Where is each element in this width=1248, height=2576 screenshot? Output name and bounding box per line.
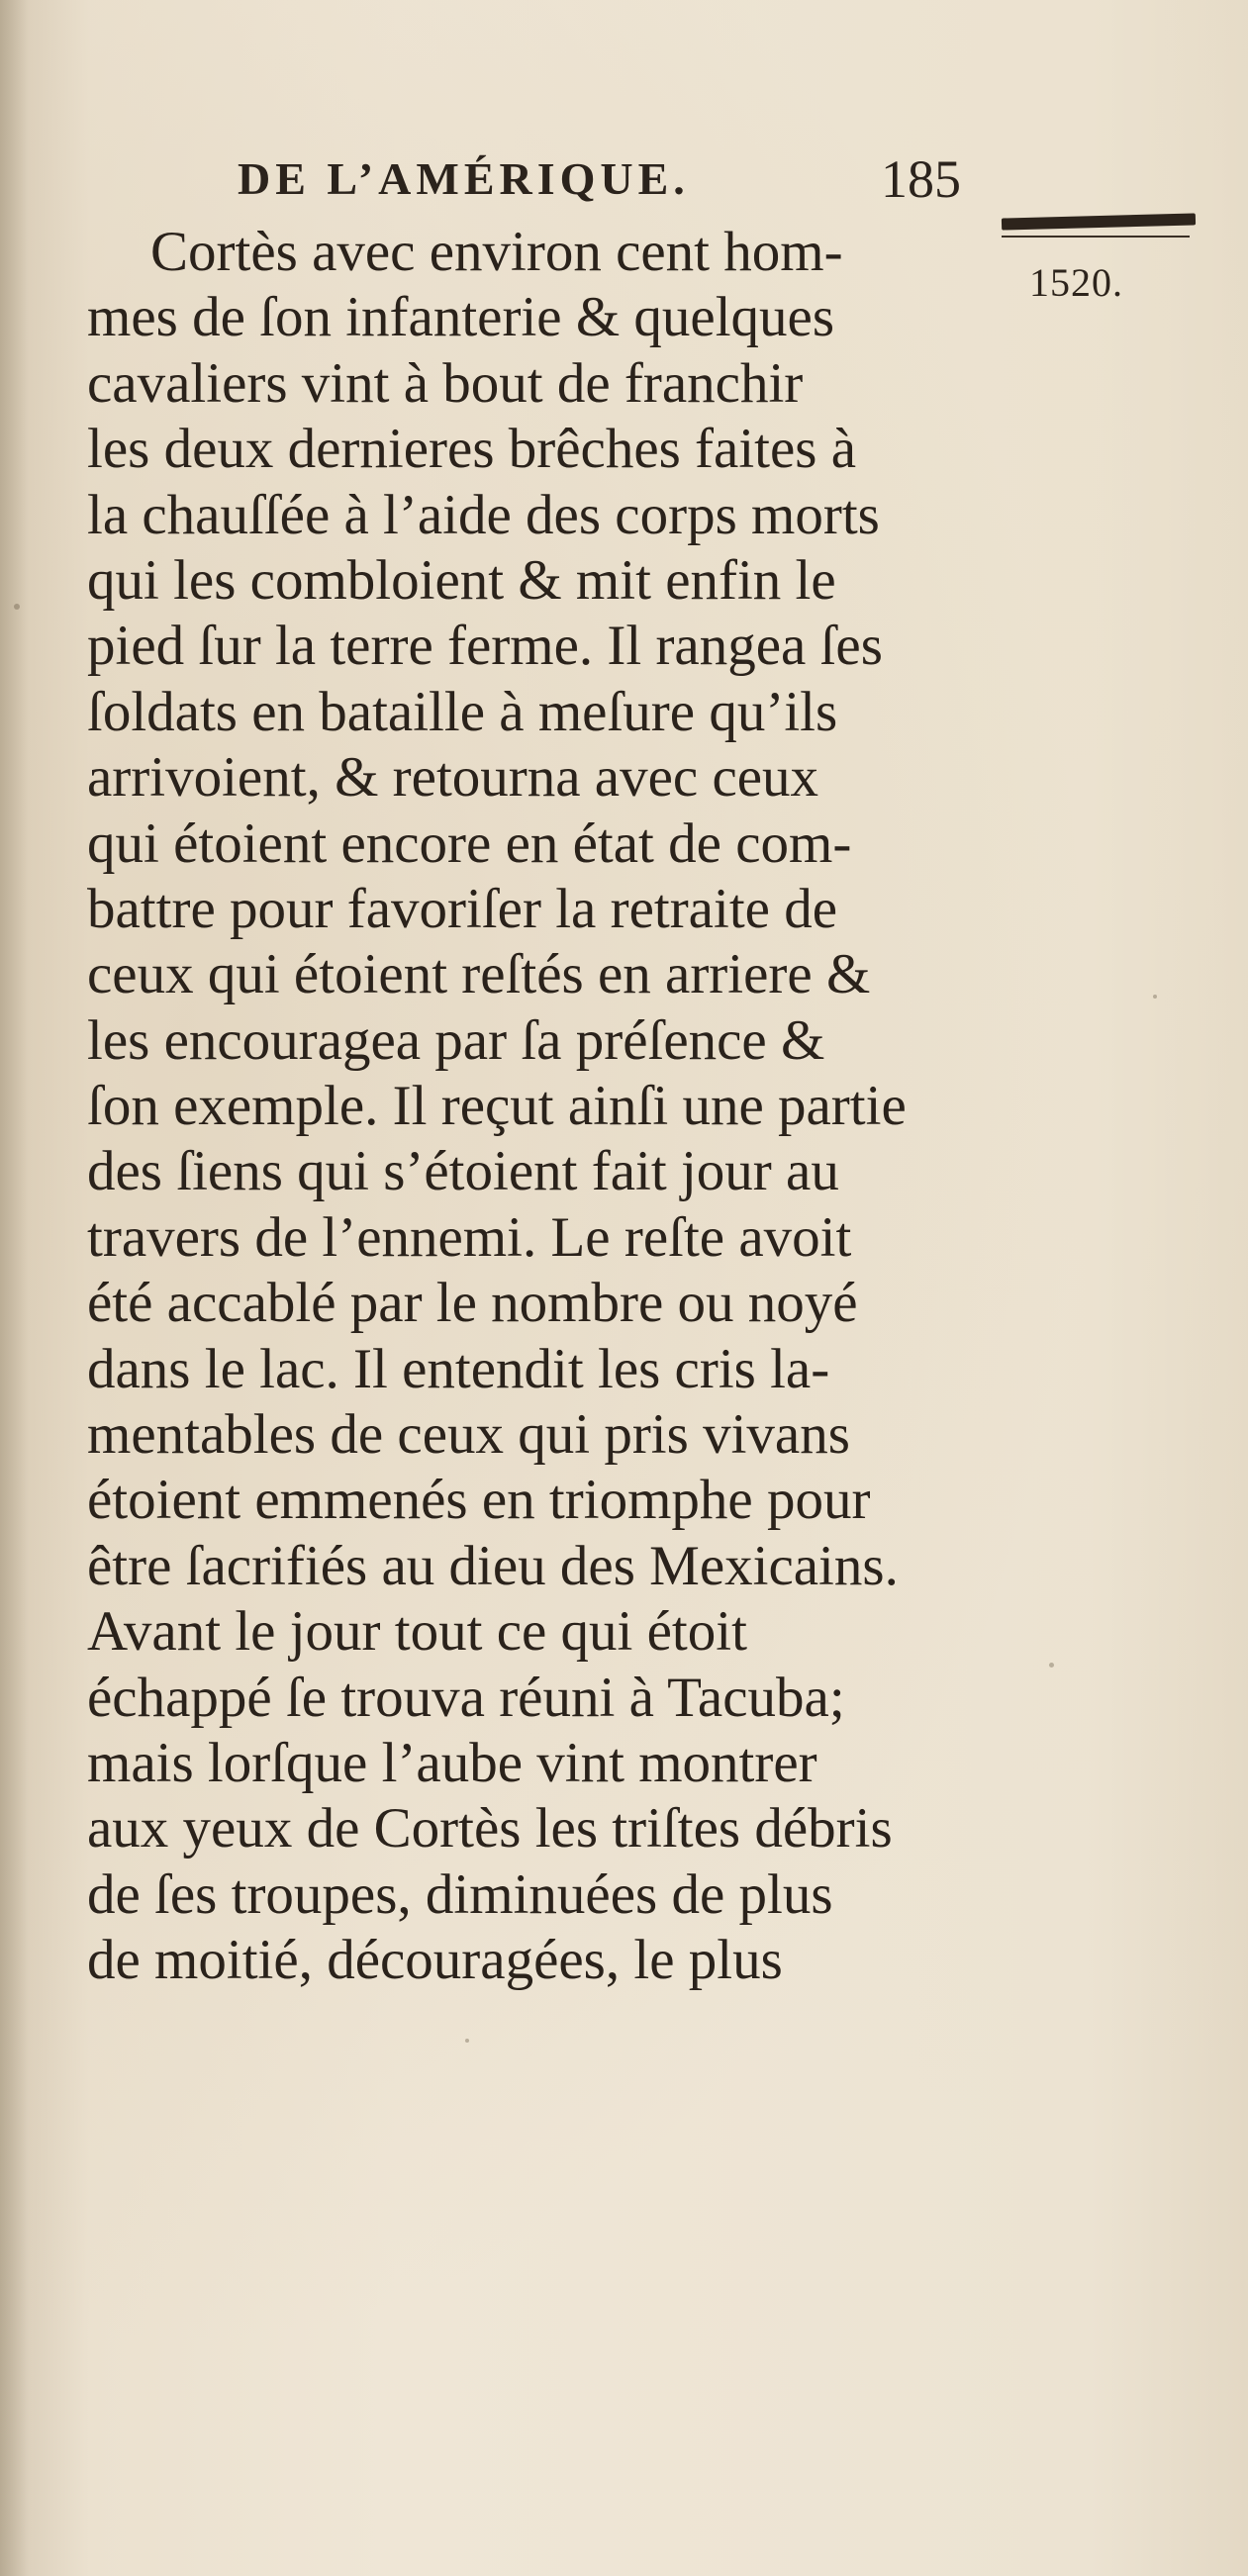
text-line: travers de l’ennemi. Le reſte avoit [87, 1205, 852, 1269]
running-title: DE L’AMÉRIQUE. [238, 153, 690, 204]
text-line: être ſacrifiés au dieu des Mexicains. [87, 1534, 899, 1597]
text-line: pied ſur la terre ferme. Il rangea ſes [87, 615, 883, 678]
text-line: Cortès avec environ cent hom- [150, 221, 843, 283]
page-number: 185 [881, 149, 961, 209]
page-header [238, 148, 1009, 218]
margin-year-note: 1520. [1029, 260, 1123, 305]
text-line: la chauſſée à l’aide des corps morts [87, 483, 880, 546]
text-line: de ſes troupes, diminuées de plus [87, 1862, 833, 1926]
paper-fleck [14, 604, 20, 610]
text-line: les encouragea par ſa préſence & [87, 1008, 825, 1072]
text-line: ſoldats en bataille à meſure qu’ils [87, 680, 838, 743]
margin-rule-thin [1002, 236, 1190, 238]
body-text [87, 220, 1017, 1994]
paper-fleck [465, 2039, 469, 2043]
text-line: les deux dernieres brêches faites à [87, 418, 857, 481]
text-line: été accablé par le nombre ou noyé [87, 1272, 858, 1335]
text-line: ceux qui étoient reſtés en arriere & [87, 943, 871, 1006]
text-line: qui étoient encore en état de com- [87, 811, 852, 875]
text-line: mais lorſque l’aube vint montrer [87, 1731, 817, 1794]
text-line: dans le lac. Il entendit les cris la- [87, 1337, 830, 1400]
text-line: mes de ſon infanterie & quelques [87, 286, 835, 349]
text-line: des ſiens qui s’étoient fait jour au [87, 1140, 839, 1203]
text-line: de moitié, découragées, le plus [87, 1929, 783, 1992]
text-line: ſon exemple. Il reçut ainſi une partie [87, 1075, 907, 1138]
gutter-shadow [0, 0, 28, 2576]
paper-fleck [1153, 995, 1157, 999]
text-line: battre pour favoriſer la retraite de [87, 877, 838, 940]
paper-fleck [1049, 1663, 1054, 1668]
text-line: qui les combloient & mit enfin le [87, 548, 836, 612]
text-line: échappé ſe trouva réuni à Tacuba; [87, 1666, 845, 1729]
text-line: mentables de ceux qui pris vivans [87, 1403, 850, 1467]
text-line: aux yeux de Cortès les triſtes débris [87, 1797, 893, 1860]
text-line: Avant le jour tout ce qui étoit [87, 1600, 747, 1664]
text-line: cavaliers vint à bout de franchir [87, 351, 804, 415]
margin-rule [1002, 213, 1196, 230]
text-line: étoient emmenés en triomphe pour [87, 1469, 871, 1532]
text-line: arrivoient, & retourna avec ceux [87, 746, 819, 810]
